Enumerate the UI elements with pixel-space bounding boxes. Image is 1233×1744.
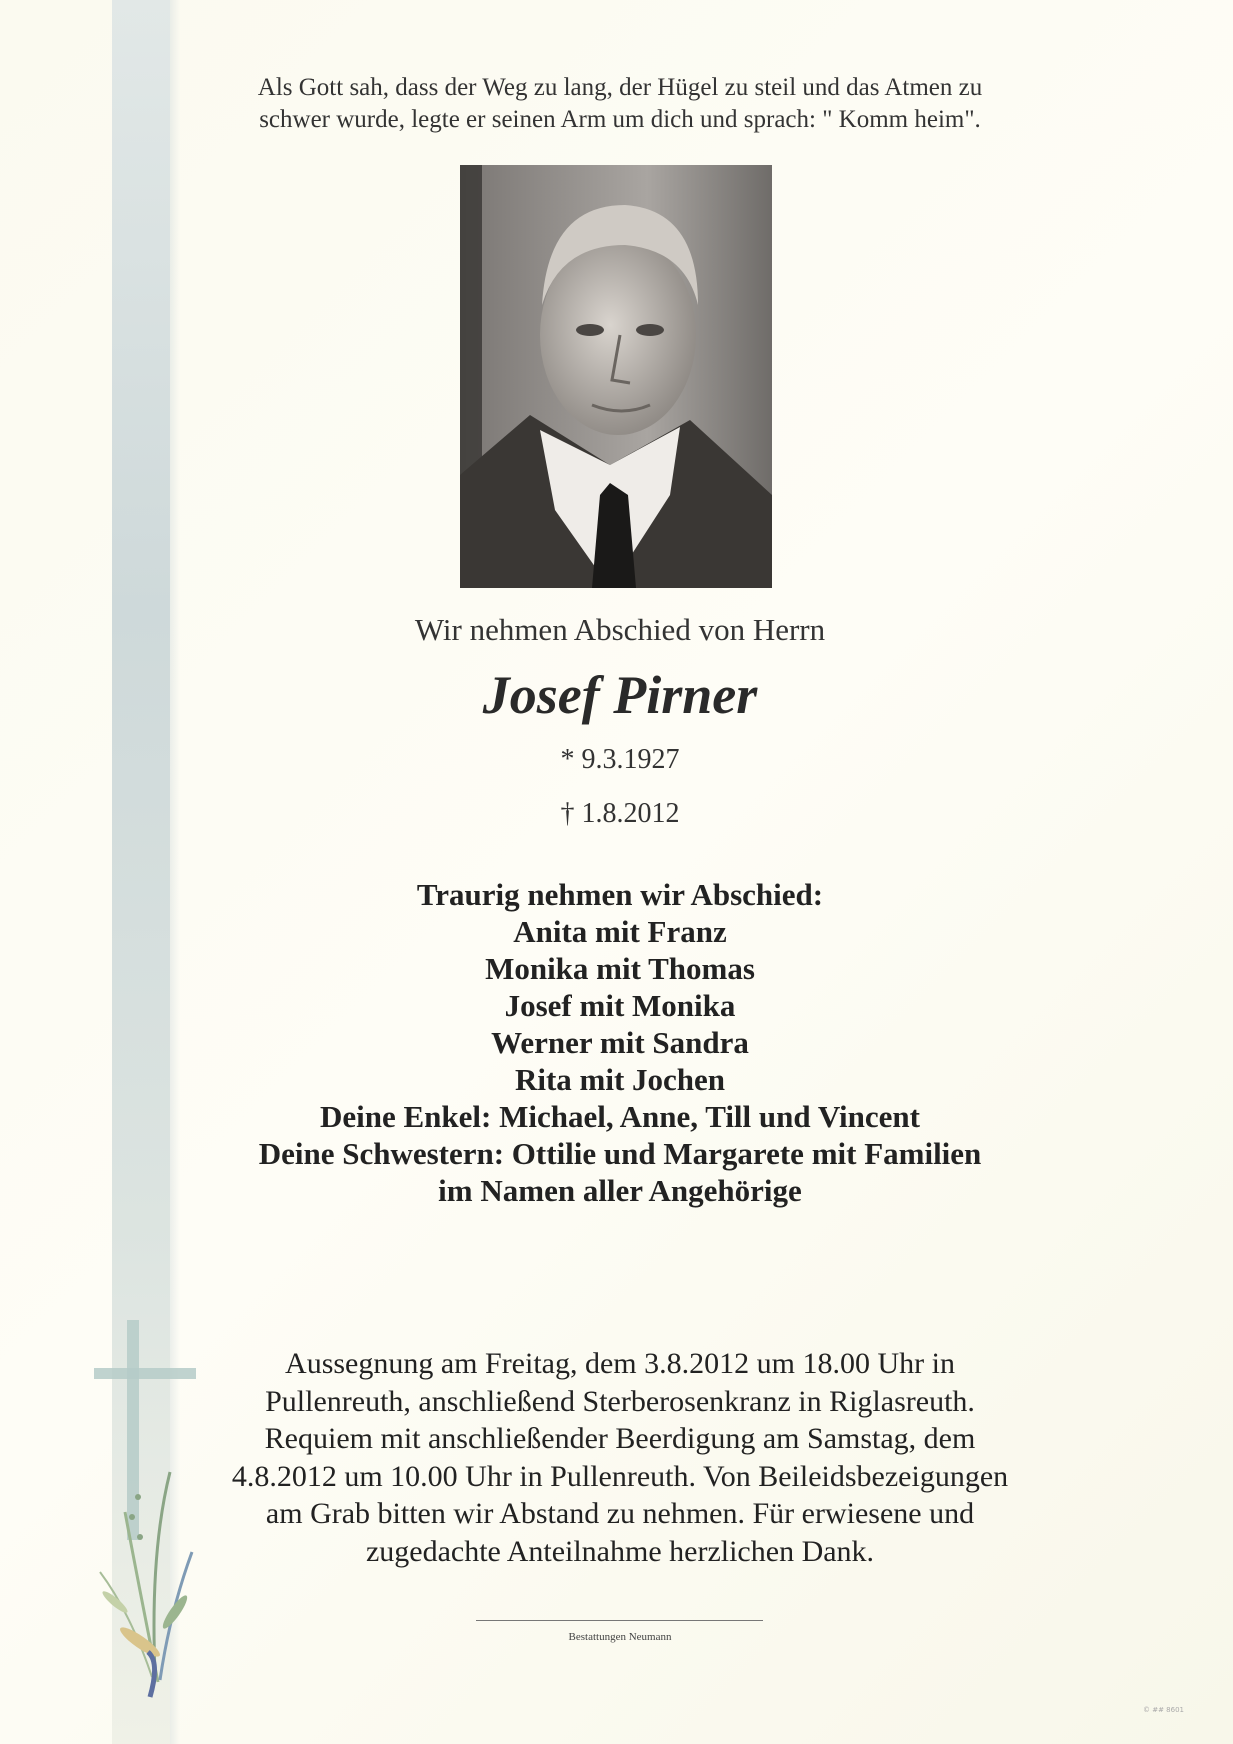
mourner-line: Deine Schwestern: Ottilie und Margarete mit Familien	[258, 1136, 982, 1171]
print-code: © ## 8601	[1143, 1706, 1184, 1714]
quote-line-1: Als Gott sah, dass der Weg zu lang, der Hügel zu steil und das Atmen zu	[257, 74, 983, 101]
mourner-line: Anita mit Franz	[513, 914, 727, 949]
quote	[160, 72, 1080, 136]
funeral-home: Bestattungen Neumann	[568, 1631, 672, 1643]
mourner-line: Monika mit Thomas	[485, 951, 755, 986]
mourner-line: Rita mit Jochen	[514, 1062, 726, 1097]
service-line: Requiem mit anschließender Beerdigung am Samstag, dem	[264, 1422, 976, 1455]
service-line: zugedachte Anteilnahme herzlichen Dank.	[365, 1534, 875, 1568]
mourner-line: Josef mit Monika	[504, 988, 736, 1023]
service-line: Aussegnung am Freitag, dem 3.8.2012 um 18.00 Uhr in	[285, 1347, 955, 1380]
death-date: † 1.8.2012	[560, 798, 680, 829]
mourner-line: Werner mit Sandra	[491, 1025, 749, 1060]
service-line: am Grab bitten wir Abstand zu nehmen. Für erwiesene und	[265, 1497, 975, 1530]
divider	[476, 1620, 763, 1621]
quote-line-2: schwer wurde, legte er seinen Arm um dich und sprach: " Komm heim".	[259, 106, 981, 133]
service-line: Pullenreuth, anschließend Sterberosenkranz in Riglasreuth.	[265, 1384, 975, 1418]
birth-date: * 9.3.1927	[560, 744, 680, 775]
portrait-photo	[460, 165, 772, 588]
mourners-list	[160, 876, 1080, 1209]
portrait-illustration	[460, 165, 772, 588]
farewell-intro: Wir nehmen Abschied von Herrn	[414, 612, 826, 647]
mourner-line: im Namen aller Angehörige	[438, 1173, 802, 1208]
service-details	[160, 1345, 1080, 1570]
mourner-line: Deine Enkel: Michael, Anne, Till und Vincent	[319, 1099, 920, 1134]
mourners-heading: Traurig nehmen wir Abschied:	[416, 877, 824, 912]
deceased-name: Josef Pirner	[482, 665, 758, 725]
service-line: 4.8.2012 um 10.00 Uhr in Pullenreuth. Von Beileidsbezeigungen	[231, 1459, 1009, 1493]
